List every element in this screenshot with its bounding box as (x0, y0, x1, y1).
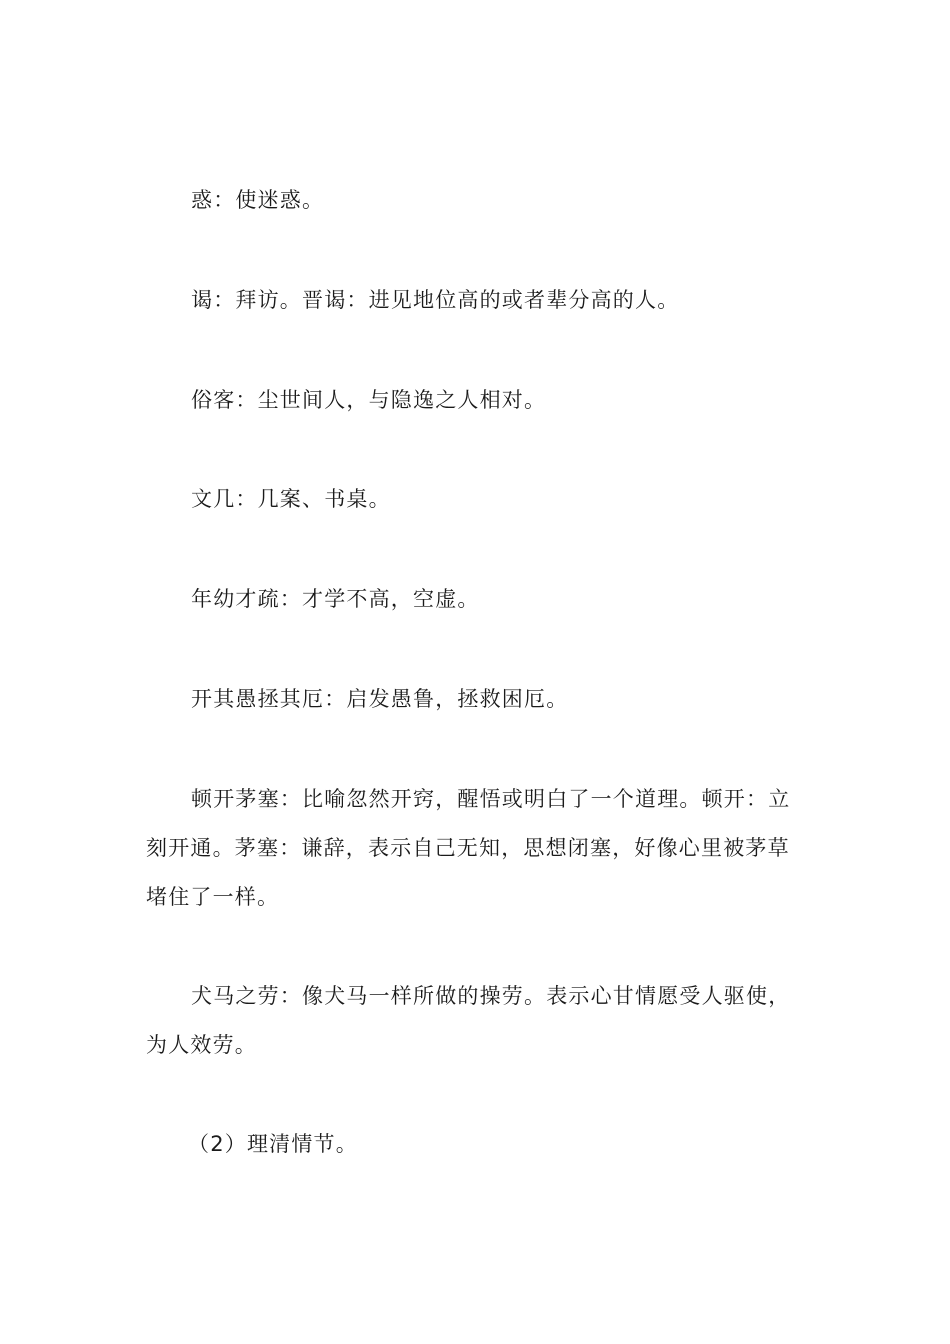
annotation-paragraph-wenji: 文几：几案、书桌。 (191, 487, 391, 511)
annotation-paragraph-suke: 俗客：尘世间人，与隐逸之人相对。 (191, 388, 547, 412)
annotation-paragraph-huo: 惑：使迷惑。 (191, 188, 325, 212)
annotation-paragraph-kaiqiyu: 开其愚拯其厄：启发愚鲁，拯救困厄。 (191, 687, 569, 711)
annotation-paragraph-quanmazhilao: 犬马之劳：像犬马一样所做的操劳。表示心甘情愿受人驱使，为人效劳。 (146, 984, 791, 1057)
annotation-paragraph-nianyoucaishu: 年幼才疏：才学不高，空虚。 (191, 587, 480, 611)
annotation-paragraph-ye: 谒：拜访。晋谒：进见地位高的或者辈分高的人。 (191, 288, 680, 312)
annotation-paragraph-dunkaimaose: 顿开茅塞：比喻忽然开窍，醒悟或明白了一个道理。顿开：立刻开通。茅塞：谦辞，表示自己无知，思想闭塞，好像心里被茅草堵住了一样。 (146, 787, 791, 909)
section-heading-liqingqingjie: （2）理清情节。 (188, 1132, 358, 1156)
